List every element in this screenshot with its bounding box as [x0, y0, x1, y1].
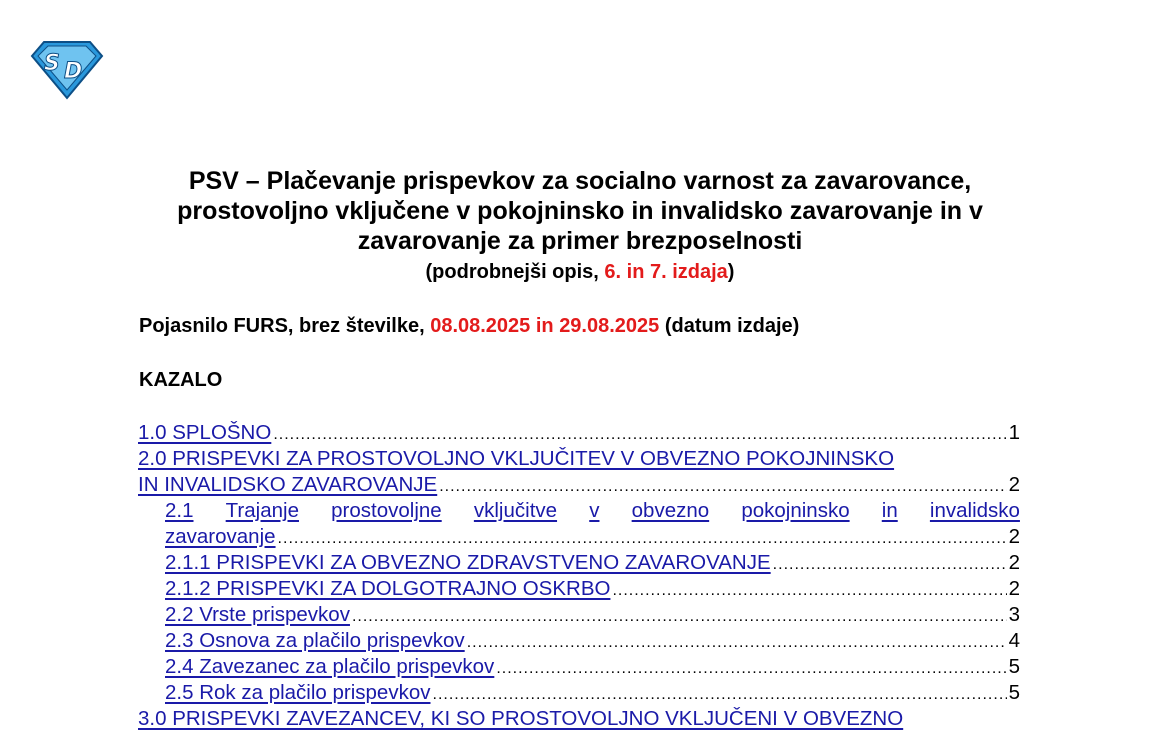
toc-entry-2-line-1[interactable] — [138, 446, 1020, 472]
toc-leader — [273, 422, 1006, 448]
toc-entry-7[interactable] — [138, 628, 1020, 654]
sd-diamond-logo-icon — [30, 40, 104, 100]
toc-page: 2 — [1008, 525, 1020, 548]
toc-page: 2 — [1008, 577, 1020, 600]
toc-link[interactable] — [165, 498, 1020, 524]
toc-heading: KAZALO — [139, 369, 223, 391]
toc-word[interactable]: invalidsko — [929, 499, 1020, 522]
table-of-contents — [138, 420, 1020, 732]
document-subtitle — [120, 258, 1040, 286]
toc-link[interactable]: 2.1.2 PRISPEVKI ZA DOLGOTRAJNO OSKRBO — [165, 577, 611, 600]
issue-prefix: Pojasnilo FURS, brez številke, — [139, 315, 431, 337]
toc-word[interactable]: obvezno — [631, 499, 710, 522]
subtitle-edition: 6. in 7. izdaja — [604, 261, 728, 283]
toc-leader — [352, 604, 1007, 630]
title-line-1: PSV – Plačevanje prispevkov za socialno varnost za zavarovance, — [188, 167, 972, 195]
toc-word[interactable]: pokojninsko — [741, 499, 850, 522]
toc-leader — [773, 552, 1007, 578]
toc-leader — [612, 578, 1006, 604]
toc-word[interactable]: prostovoljne — [331, 499, 442, 522]
toc-entry-2-line-2[interactable] — [138, 472, 1020, 498]
toc-page: 5 — [1008, 681, 1020, 704]
document-title — [120, 166, 1040, 256]
subtitle-prefix: (podrobnejši opis, — [425, 261, 605, 283]
toc-entry-1[interactable] — [138, 420, 1020, 446]
toc-entry-4[interactable] — [138, 550, 1020, 576]
toc-link[interactable]: 2.3 Osnova za plačilo prispevkov — [165, 629, 465, 652]
toc-link[interactable]: 3.0 PRISPEVKI ZAVEZANCEV, KI SO PROSTOVOLJNO VKLJUČENI V OBVEZNO — [138, 707, 904, 730]
title-line-2: prostovoljno vključene v pokojninsko in invalidsko zavarovanje in v — [177, 197, 983, 225]
toc-link[interactable]: 2.4 Zavezanec za plačilo prispevkov — [165, 655, 495, 678]
toc-entry-5[interactable] — [138, 576, 1020, 602]
toc-page: 2 — [1008, 473, 1020, 496]
issue-dates: 08.08.2025 in 29.08.2025 — [430, 315, 660, 337]
title-line-3: zavarovanje za primer brezposelnosti — [357, 227, 803, 255]
toc-word[interactable]: vključitve — [473, 499, 558, 522]
svg-text:S: S — [44, 51, 60, 76]
subtitle-suffix: ) — [727, 261, 735, 283]
toc-entry-9[interactable] — [138, 680, 1020, 706]
toc-link[interactable]: 2.5 Rok za plačilo prispevkov — [165, 681, 431, 704]
toc-link[interactable]: 2.1.1 PRISPEVKI ZA OBVEZNO ZDRAVSTVENO ZAVAROVANJE — [165, 551, 771, 574]
toc-word[interactable]: in — [881, 499, 898, 522]
toc-entry-3-line-2[interactable] — [138, 524, 1020, 550]
toc-page: 2 — [1008, 551, 1020, 574]
toc-leader — [439, 474, 1006, 500]
issue-info — [139, 312, 799, 340]
toc-link[interactable]: zavarovanje — [165, 525, 276, 548]
toc-link[interactable]: IN INVALIDSKO ZAVAROVANJE — [138, 473, 438, 496]
issue-suffix: (datum izdaje) — [659, 315, 800, 337]
toc-entry-8[interactable] — [138, 654, 1020, 680]
toc-entry-3-line-1[interactable] — [138, 498, 1020, 524]
toc-word[interactable]: v — [589, 499, 600, 522]
toc-page: 1 — [1008, 421, 1020, 444]
toc-leader — [433, 682, 1007, 708]
toc-word[interactable]: Trajanje — [225, 499, 299, 522]
toc-link[interactable]: 1.0 SPLOŠNO — [138, 421, 272, 444]
toc-word[interactable]: 2.1 — [165, 499, 194, 522]
toc-page: 5 — [1008, 655, 1020, 678]
toc-leader — [278, 526, 1007, 552]
toc-link[interactable]: 2.2 Vrste prispevkov — [165, 603, 350, 626]
toc-leader — [496, 656, 1006, 682]
toc-link[interactable]: 2.0 PRISPEVKI ZA PROSTOVOLJNO VKLJUČITEV V OBVEZNO POKOJNINSKO — [138, 447, 895, 470]
toc-entry-10[interactable] — [138, 706, 1020, 732]
toc-page: 3 — [1008, 603, 1020, 626]
toc-page: 4 — [1008, 629, 1020, 652]
toc-entry-6[interactable] — [138, 602, 1020, 628]
toc-leader — [467, 630, 1007, 656]
svg-text:D: D — [64, 59, 83, 84]
